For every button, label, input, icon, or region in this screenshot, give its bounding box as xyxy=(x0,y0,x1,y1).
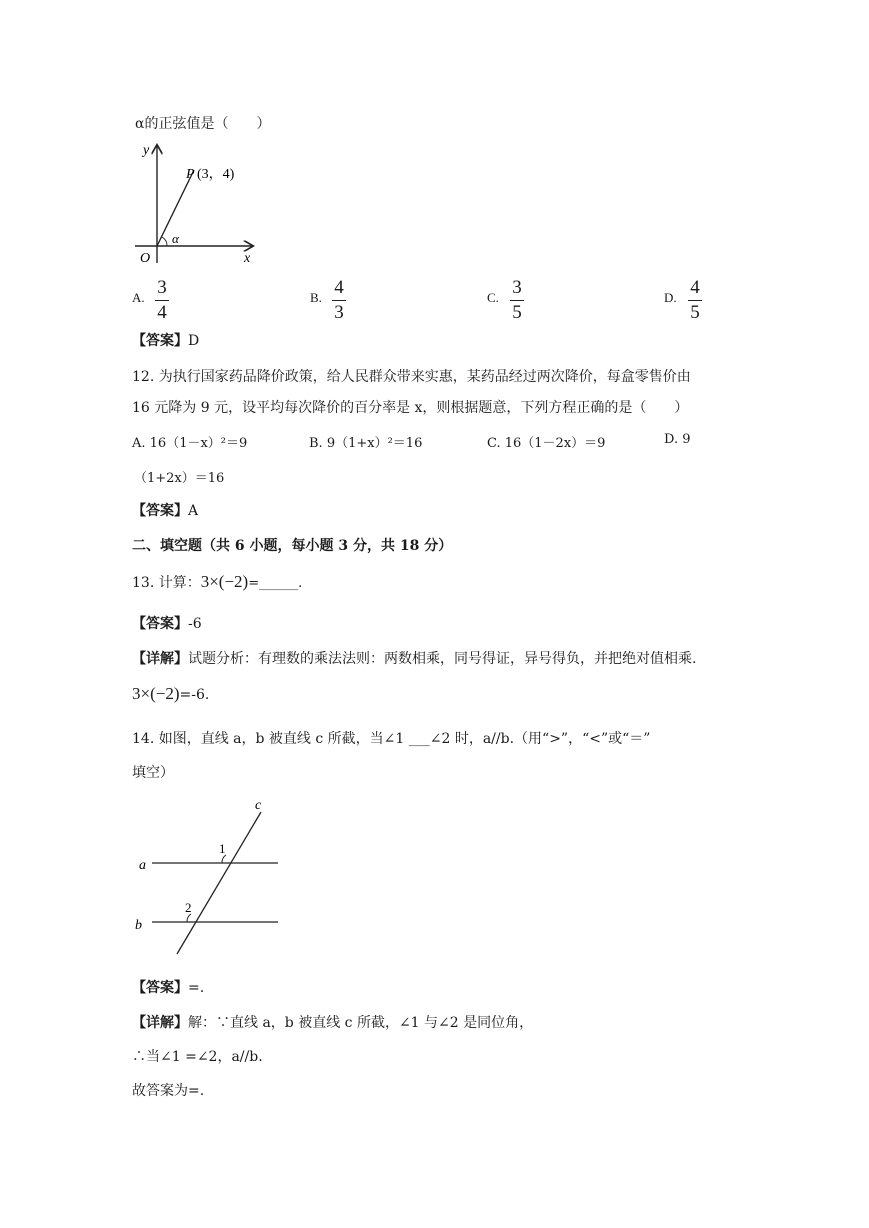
q11-option-b-fraction xyxy=(330,278,348,323)
q11-stem: α的正弦值是（ ） xyxy=(135,116,271,132)
q12-option-a: A. 16（1－x）²＝9 xyxy=(132,436,248,451)
answer-value: D xyxy=(188,333,200,349)
q11-option-c-label: C. xyxy=(487,290,499,305)
q13-stem xyxy=(132,572,302,592)
q13-detail-row xyxy=(132,648,696,668)
numerator: 3 xyxy=(157,277,167,298)
denominator: 3 xyxy=(334,302,344,323)
detail-text: 解：∵直线 a，b 被直线 c 所截，∠1 与∠2 是同位角， xyxy=(188,1015,534,1031)
point-label: P xyxy=(186,167,195,182)
q11-option-b-label: B. xyxy=(310,290,322,305)
q11-option-c-fraction xyxy=(508,278,526,323)
x-label: x xyxy=(244,251,251,266)
detail-tag: 【详解】 xyxy=(132,651,188,667)
denominator: 5 xyxy=(690,302,700,323)
label-angle-2: 2 xyxy=(185,900,192,915)
denominator: 5 xyxy=(512,302,522,323)
q13-result-value: =-6. xyxy=(179,687,210,703)
angle-2-arc xyxy=(187,914,191,922)
answer-tag: 【答案】 xyxy=(132,616,188,632)
q11-option-d-fraction xyxy=(686,278,704,323)
q13-expression: 3×(−2) xyxy=(200,572,249,591)
q14-detail-line-2: ∴当∠1 =∠2，a//b. xyxy=(132,1049,263,1065)
angle-arc xyxy=(162,237,167,246)
q13-prefix: 13. 计算： xyxy=(132,575,201,591)
denominator: 4 xyxy=(157,302,167,323)
origin-label: O xyxy=(140,251,151,266)
section-heading: 二、填空题（共 6 小题，每小题 3 分，共 18 分） xyxy=(132,538,453,554)
label-angle-1: 1 xyxy=(219,841,226,856)
detail-tag: 【详解】 xyxy=(132,1015,188,1031)
angle-label: α xyxy=(172,231,179,246)
q12-option-d: D. 9 xyxy=(664,432,691,447)
q12-option-c: C. 16（1－2x）＝9 xyxy=(487,436,606,451)
q14-detail-line-3: 故答案为=. xyxy=(132,1083,205,1099)
q14-line-1: 14. 如图，直线 a，b 被直线 c 所截，当∠1 ___∠2 时，a//b.（用“>”，“<”或“＝” xyxy=(132,731,651,747)
q12-answer-row xyxy=(132,500,198,520)
q12-line-1: 12. 为执行国家药品降价政策，给人民群众带来实惠，某药品经过两次降价，每盒零售价由 xyxy=(132,369,691,385)
angle-1-arc xyxy=(222,855,226,863)
answer-value: A xyxy=(188,503,199,519)
q14-answer-row xyxy=(132,977,204,997)
q11-coordinate-figure xyxy=(130,138,270,268)
label-a: a xyxy=(139,858,146,873)
detail-text: 试题分析：有理数的乘法法则：两数相乘，同号得证，异号得负，并把绝对值相乘. xyxy=(188,651,697,667)
answer-tag: 【答案】 xyxy=(132,980,188,996)
answer-value: -6 xyxy=(188,616,202,632)
point-coords: (3，4) xyxy=(197,167,235,182)
q13-answer-row xyxy=(132,613,202,633)
q11-option-d-label: D. xyxy=(664,290,677,305)
numerator: 3 xyxy=(512,277,522,298)
answer-tag: 【答案】 xyxy=(132,333,188,349)
label-b: b xyxy=(135,918,142,933)
q11-option-a-label: A. xyxy=(132,290,145,305)
q12-line-2: 16 元降为 9 元，设平均每次降价的百分率是 x，则根据题意，下列方程正确的是（ ） xyxy=(132,400,689,416)
numerator: 4 xyxy=(690,277,700,298)
q12-option-d-continued: （1+2x）＝16 xyxy=(134,471,225,486)
q13-suffix: =______. xyxy=(248,576,303,591)
answer-value: =. xyxy=(188,980,205,996)
q14-line-2: 填空） xyxy=(132,765,174,781)
q13-result xyxy=(132,684,209,704)
q13-result-expression: 3×(−2) xyxy=(132,684,180,703)
numerator: 4 xyxy=(334,277,344,298)
q12-option-b: B. 9（1+x）²＝16 xyxy=(309,436,423,451)
answer-tag: 【答案】 xyxy=(132,503,188,519)
q14-parallel-lines-figure xyxy=(130,795,290,960)
line-c xyxy=(177,812,261,954)
label-c: c xyxy=(255,798,262,813)
q11-option-a-fraction xyxy=(153,278,171,323)
y-label: y xyxy=(143,143,150,158)
q14-detail-row xyxy=(132,1012,533,1032)
q11-answer-row xyxy=(132,330,199,350)
